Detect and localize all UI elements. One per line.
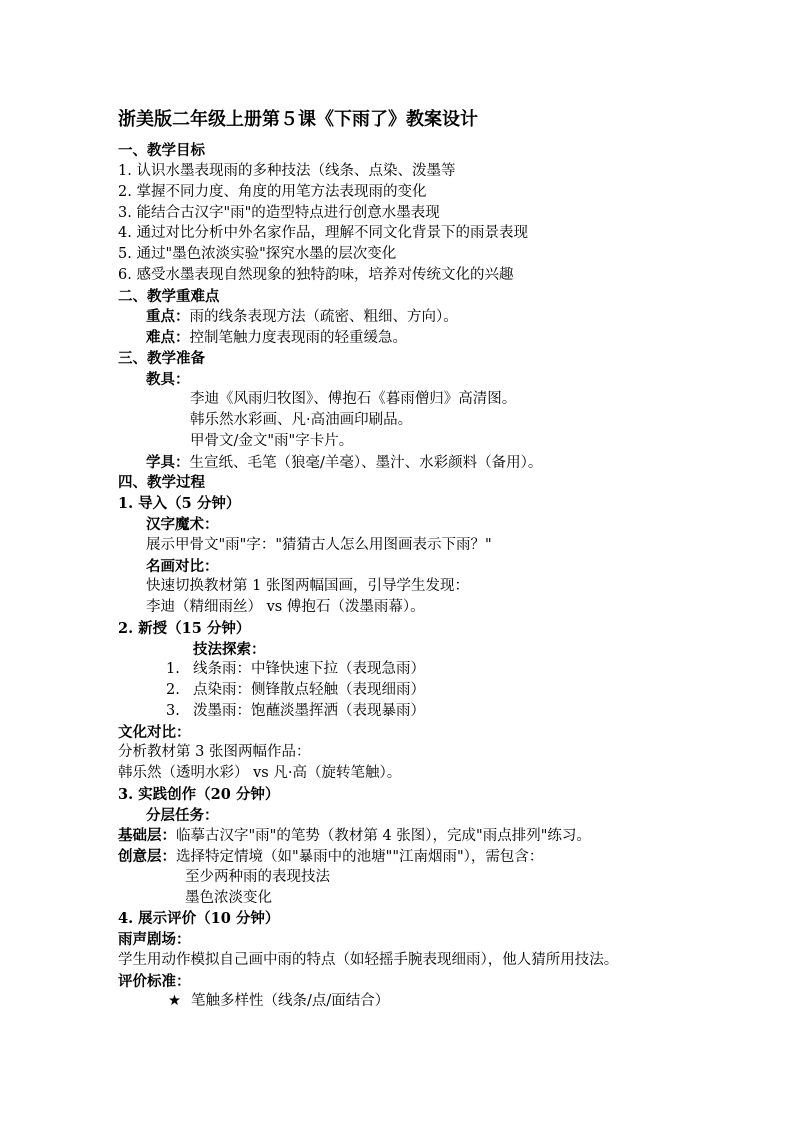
technique-item-text: 线条雨：中锋快速下拉（表现急雨） xyxy=(193,661,425,677)
difficulty-line xyxy=(146,327,407,349)
creative-requirement-item: 至少两种雨的表现技法 xyxy=(185,869,330,885)
technique-item-number: 1. xyxy=(166,661,180,677)
difficulty-text: 控制笔触力度表现雨的轻重缓急。 xyxy=(189,330,407,346)
technique-item-number: 2. xyxy=(166,682,180,698)
objective-item: 3. 能结合古汉字"雨"的造型特点进行创意水墨表现 xyxy=(118,205,440,221)
basic-level-label: 基础层： xyxy=(118,827,176,844)
teaching-tools-label: 教具： xyxy=(146,371,190,388)
chinese-character-magic-label: 汉字魔术： xyxy=(146,516,219,533)
section-heading-process: 四、教学过程 xyxy=(118,474,205,491)
technique-item-number: 3. xyxy=(166,703,180,719)
technique-exploration-label: 技法探索： xyxy=(193,641,266,658)
student-tools-label: 学具： xyxy=(146,454,190,471)
cultural-comparison-label: 文化对比： xyxy=(118,724,191,741)
objective-item: 4. 通过对比分析中外名家作品，理解不同文化背景下的雨景表现 xyxy=(118,225,528,241)
chinese-character-magic-text: 展示甲骨文"雨"字："猜猜古人怎么用图画表示下雨？" xyxy=(146,537,492,553)
process-step-heading: 4. 展示评价（10 分钟） xyxy=(118,910,280,927)
student-tools-line xyxy=(146,452,542,474)
process-step-heading: 2. 新授（15 分钟） xyxy=(118,620,251,637)
cultural-comparison-text: 分析教材第 3 张图两幅作品： xyxy=(118,744,311,760)
creative-requirement-item: 墨色浓淡变化 xyxy=(185,890,272,906)
cultural-comparison-text: 韩乐然（透明水彩） vs 凡·高（旋转笔触）。 xyxy=(118,765,402,781)
creative-level-line xyxy=(118,846,543,868)
key-point-label: 重点： xyxy=(146,308,190,325)
painting-comparison-text: 李迪（精细雨丝） vs 傅抱石（泼墨雨幕）。 xyxy=(146,599,425,615)
basic-level-line xyxy=(118,825,591,847)
star-bullet-icon: ★ xyxy=(168,993,181,1009)
rain-theater-label: 雨声剧场： xyxy=(118,931,191,948)
teaching-tool-item: 甲骨文/金文"雨"字卡片。 xyxy=(190,433,354,449)
page-title: 浙美版二年级上册第５课《下雨了》教案设计 xyxy=(118,109,478,130)
section-heading-key-points: 二、教学重难点 xyxy=(118,288,220,305)
evaluation-criteria-label: 评价标准： xyxy=(118,973,191,990)
process-step-heading: 1. 导入（5 分钟） xyxy=(118,495,241,512)
painting-comparison-label: 名画对比： xyxy=(146,558,219,575)
teaching-tool-item: 李迪《风雨归牧图》、傅抱石《暮雨僧归》高清图。 xyxy=(190,391,517,407)
evaluation-criteria-item: 笔触多样性（线条/点/面结合） xyxy=(191,993,390,1009)
objective-item: 5. 通过"墨色浓淡实验"探究水墨的层次变化 xyxy=(118,246,397,262)
process-step-heading: 3. 实践创作（20 分钟） xyxy=(118,786,280,803)
teaching-tool-item: 韩乐然水彩画、凡·高油画印刷品。 xyxy=(190,412,413,428)
objective-item: 2. 掌握不同力度、角度的用笔方法表现雨的变化 xyxy=(118,184,427,200)
technique-item-text: 泼墨雨：饱蘸淡墨挥洒（表现暴雨） xyxy=(193,703,425,719)
section-heading-preparation: 三、教学准备 xyxy=(118,350,205,367)
objective-item: 6. 感受水墨表现自然现象的独特韵味，培养对传统文化的兴趣 xyxy=(118,267,514,283)
basic-level-text: 临摹古汉字"雨"的笔势（教材第 4 张图），完成"雨点排列"练习。 xyxy=(176,828,591,844)
tiered-tasks-label: 分层任务： xyxy=(146,807,219,824)
painting-comparison-text: 快速切换教材第 1 张图两幅国画，引导学生发现： xyxy=(146,578,469,594)
section-heading-objectives: 一、教学目标 xyxy=(118,142,205,159)
student-tools-text: 生宣纸、毛笔（狼毫/羊毫）、墨汁、水彩颜料（备用）。 xyxy=(189,455,543,471)
creative-level-label: 创意层： xyxy=(118,848,176,865)
creative-level-text: 选择特定情境（如"暴雨中的池塘""江南烟雨"），需包含： xyxy=(176,849,544,865)
rain-theater-text: 学生用动作模拟自己画中雨的特点（如轻摇手腕表现细雨），他人猜所用技法。 xyxy=(118,952,619,968)
difficulty-label: 难点： xyxy=(146,329,190,346)
key-point-text: 雨的线条表现方法（疏密、粗细、方向）。 xyxy=(189,309,458,325)
objective-item: 1. 认识水墨表现雨的多种技法（线条、点染、泼墨等 xyxy=(118,163,456,179)
technique-item-text: 点染雨：侧锋散点轻触（表现细雨） xyxy=(193,682,425,698)
key-point-line xyxy=(146,306,458,328)
